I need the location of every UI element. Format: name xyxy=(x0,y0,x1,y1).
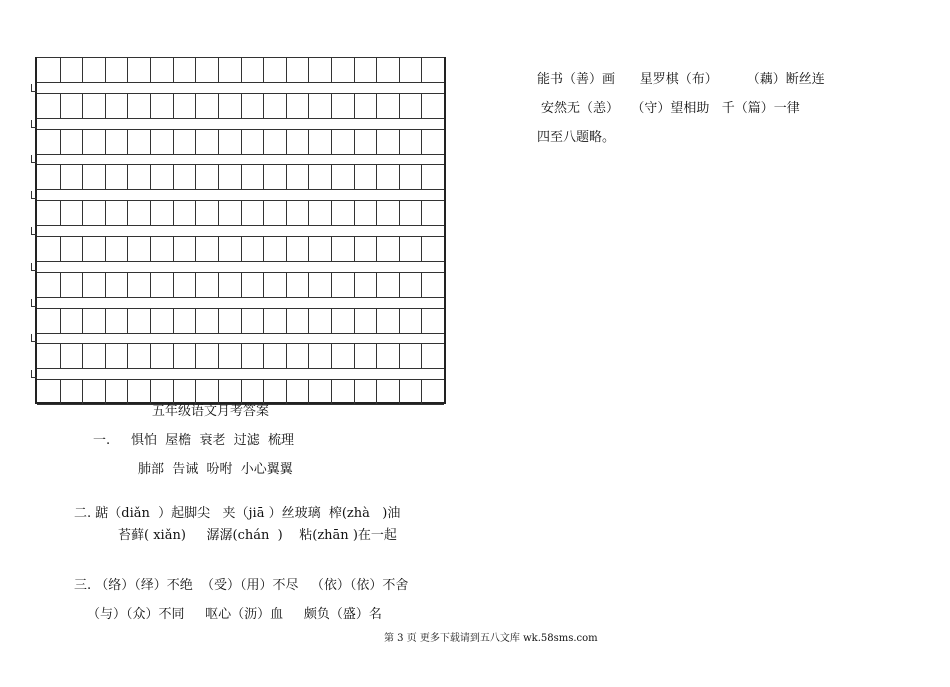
grid-cell-line xyxy=(354,237,355,261)
grid-cell-line xyxy=(421,237,422,261)
grid-cell-line xyxy=(60,165,61,189)
grid-cell-line xyxy=(127,380,128,404)
grid-cell-line xyxy=(376,237,377,261)
section-3-line-2: （与）（众）不同 呕心（沥）血 颇负（盛）名 xyxy=(87,607,382,622)
section-1-line-1: 惧怕 屋檐 衰老 过滤 梳理 xyxy=(131,433,295,448)
grid-cell-line xyxy=(195,130,196,154)
grid-cell-line xyxy=(241,309,242,333)
grid-cell-line xyxy=(308,309,309,333)
grid-cell-line xyxy=(150,165,151,189)
grid-cell-line xyxy=(173,94,174,118)
grid-cell-line xyxy=(286,165,287,189)
grid-cell-line xyxy=(308,201,309,225)
grid-cell-line xyxy=(173,165,174,189)
grid-row xyxy=(37,129,444,155)
section-3-line-1: 三. （络）（绎）不绝 （受）（用）不尽 （依）（依）不舍 xyxy=(74,578,409,593)
grid-cell-line xyxy=(421,380,422,404)
grid-cell-line xyxy=(421,344,422,368)
grid-cell-line xyxy=(150,380,151,404)
grid-cell-line xyxy=(195,201,196,225)
grid-cell-line xyxy=(127,273,128,297)
grid-cell-line xyxy=(308,94,309,118)
grid-cell-line xyxy=(218,273,219,297)
grid-cell-line xyxy=(399,165,400,189)
grid-cell-line xyxy=(354,273,355,297)
section-2-line-1: 二. 踮（diǎn ）起脚尖 夹（jiā ）丝玻璃 榨(zhà )油 xyxy=(74,506,401,521)
grid-cell-line xyxy=(105,201,106,225)
grid-cell-line xyxy=(376,130,377,154)
grid-cell-line xyxy=(331,58,332,82)
grid-margin-tick xyxy=(31,227,37,235)
grid-cell-line xyxy=(150,130,151,154)
grid-row xyxy=(37,308,444,334)
grid-margin-tick xyxy=(31,334,37,342)
grid-cell-line xyxy=(331,309,332,333)
grid-cell-line xyxy=(263,309,264,333)
grid-cell-line xyxy=(82,380,83,404)
grid-cell-line xyxy=(263,237,264,261)
grid-cell-line xyxy=(82,201,83,225)
grid-cell-line xyxy=(150,58,151,82)
grid-cell-line xyxy=(421,165,422,189)
grid-cell-line xyxy=(60,58,61,82)
grid-cell-line xyxy=(308,130,309,154)
grid-cell-line xyxy=(173,58,174,82)
grid-cell-line xyxy=(354,309,355,333)
grid-cell-line xyxy=(331,273,332,297)
grid-cell-line xyxy=(218,237,219,261)
grid-cell-line xyxy=(331,201,332,225)
grid-cell-line xyxy=(60,309,61,333)
grid-cell-line xyxy=(173,380,174,404)
grid-cell-line xyxy=(421,58,422,82)
grid-cell-line xyxy=(354,201,355,225)
grid-cell-line xyxy=(241,94,242,118)
grid-cell-line xyxy=(308,237,309,261)
section-1-line-2: 肺部 告诫 吩咐 小心翼翼 xyxy=(138,462,293,477)
grid-cell-line xyxy=(376,201,377,225)
grid-cell-line xyxy=(60,94,61,118)
grid-cell-line xyxy=(286,273,287,297)
grid-cell-line xyxy=(82,130,83,154)
grid-cell-line xyxy=(195,165,196,189)
grid-cell-line xyxy=(399,94,400,118)
grid-cell-line xyxy=(354,380,355,404)
grid-row xyxy=(37,200,444,226)
grid-row xyxy=(37,164,444,190)
grid-margin-tick xyxy=(31,120,37,128)
grid-cell-line xyxy=(105,380,106,404)
grid-cell-line xyxy=(399,380,400,404)
grid-cell-line xyxy=(195,94,196,118)
grid-cell-line xyxy=(241,130,242,154)
grid-cell-line xyxy=(173,130,174,154)
grid-cell-line xyxy=(60,130,61,154)
grid-cell-line xyxy=(218,344,219,368)
grid-cell-line xyxy=(354,344,355,368)
grid-cell-line xyxy=(263,344,264,368)
grid-cell-line xyxy=(150,309,151,333)
grid-cell-line xyxy=(376,273,377,297)
grid-cell-line xyxy=(82,94,83,118)
grid-cell-line xyxy=(286,380,287,404)
grid-cell-line xyxy=(354,130,355,154)
grid-cell-line xyxy=(331,344,332,368)
grid-cell-line xyxy=(241,201,242,225)
grid-cell-line xyxy=(308,58,309,82)
grid-cell-line xyxy=(150,273,151,297)
grid-cell-line xyxy=(331,237,332,261)
grid-cell-line xyxy=(195,344,196,368)
grid-cell-line xyxy=(127,165,128,189)
grid-cell-line xyxy=(82,165,83,189)
grid-cell-line xyxy=(263,58,264,82)
grid-cell-line xyxy=(218,380,219,404)
grid-cell-line xyxy=(308,344,309,368)
grid-cell-line xyxy=(127,344,128,368)
grid-cell-line xyxy=(150,237,151,261)
grid-cell-line xyxy=(241,165,242,189)
grid-cell-line xyxy=(218,130,219,154)
grid-row xyxy=(37,236,444,262)
right-line-3: 四至八题略。 xyxy=(537,130,616,145)
section-1-label: 一. xyxy=(93,433,111,448)
grid-cell-line xyxy=(60,201,61,225)
grid-cell-line xyxy=(263,130,264,154)
grid-cell-line xyxy=(173,344,174,368)
grid-cell-line xyxy=(286,309,287,333)
grid-cell-line xyxy=(105,237,106,261)
grid-cell-line xyxy=(82,237,83,261)
grid-cell-line xyxy=(105,94,106,118)
grid-cell-line xyxy=(82,344,83,368)
grid-cell-line xyxy=(263,201,264,225)
grid-cell-line xyxy=(173,237,174,261)
grid-cell-line xyxy=(399,201,400,225)
right-line-2: 安然无（恙） （守）望相助 千（篇）一律 xyxy=(541,101,800,116)
page-footer: 第 3 页 更多下载请到五八文库 wk.58sms.com xyxy=(384,633,598,644)
grid-cell-line xyxy=(82,273,83,297)
grid-cell-line xyxy=(218,201,219,225)
section-2-line-2: 苔藓( xiǎn) 潺潺(chán ) 粘(zhān )在一起 xyxy=(118,528,397,543)
grid-cell-line xyxy=(376,94,377,118)
grid-cell-line xyxy=(150,94,151,118)
grid-cell-line xyxy=(308,380,309,404)
grid-cell-line xyxy=(241,237,242,261)
grid-margin-tick xyxy=(31,84,37,92)
grid-margin-tick xyxy=(31,155,37,163)
grid-cell-line xyxy=(127,130,128,154)
grid-cell-line xyxy=(376,58,377,82)
grid-cell-line xyxy=(150,344,151,368)
grid-cell-line xyxy=(195,380,196,404)
grid-cell-line xyxy=(195,237,196,261)
grid-cell-line xyxy=(60,237,61,261)
grid-cell-line xyxy=(218,58,219,82)
grid-cell-line xyxy=(173,273,174,297)
grid-cell-line xyxy=(127,309,128,333)
grid-cell-line xyxy=(241,380,242,404)
grid-cell-line xyxy=(127,94,128,118)
grid-cell-line xyxy=(105,273,106,297)
grid-row xyxy=(37,343,444,369)
grid-cell-line xyxy=(105,58,106,82)
grid-cell-line xyxy=(399,237,400,261)
grid-cell-line xyxy=(399,344,400,368)
grid-cell-line xyxy=(331,130,332,154)
grid-cell-line xyxy=(399,273,400,297)
grid-cell-line xyxy=(286,201,287,225)
grid-cell-line xyxy=(150,201,151,225)
grid-cell-line xyxy=(331,380,332,404)
grid-cell-line xyxy=(241,273,242,297)
right-line-1: 能书（善）画 星罗棋（布） （藕）断丝连 xyxy=(537,72,825,87)
grid-cell-line xyxy=(286,130,287,154)
grid-cell-line xyxy=(105,309,106,333)
grid-margin-tick xyxy=(31,263,37,271)
grid-cell-line xyxy=(195,273,196,297)
grid-row xyxy=(37,93,444,119)
grid-cell-line xyxy=(421,273,422,297)
grid-cell-line xyxy=(173,201,174,225)
grid-cell-line xyxy=(399,309,400,333)
grid-cell-line xyxy=(421,94,422,118)
grid-cell-line xyxy=(376,344,377,368)
grid-cell-line xyxy=(127,201,128,225)
grid-cell-line xyxy=(60,344,61,368)
grid-cell-line xyxy=(354,94,355,118)
writing-grid xyxy=(35,57,446,404)
grid-margin-tick xyxy=(31,370,37,378)
grid-cell-line xyxy=(354,58,355,82)
grid-cell-line xyxy=(421,309,422,333)
grid-cell-line xyxy=(399,130,400,154)
grid-cell-line xyxy=(60,380,61,404)
grid-cell-line xyxy=(218,309,219,333)
grid-cell-line xyxy=(308,273,309,297)
grid-cell-line xyxy=(421,201,422,225)
grid-cell-line xyxy=(286,344,287,368)
grid-cell-line xyxy=(195,309,196,333)
grid-row xyxy=(37,272,444,298)
grid-cell-line xyxy=(331,94,332,118)
grid-cell-line xyxy=(127,237,128,261)
grid-cell-line xyxy=(263,380,264,404)
grid-cell-line xyxy=(399,58,400,82)
grid-cell-line xyxy=(60,273,61,297)
grid-cell-line xyxy=(331,165,332,189)
grid-row xyxy=(37,379,444,405)
grid-row xyxy=(37,57,444,83)
grid-cell-line xyxy=(218,94,219,118)
grid-margin-tick xyxy=(31,299,37,307)
grid-cell-line xyxy=(286,94,287,118)
grid-cell-line xyxy=(241,58,242,82)
grid-cell-line xyxy=(173,309,174,333)
grid-cell-line xyxy=(286,237,287,261)
grid-cell-line xyxy=(105,165,106,189)
answer-title: 五年级语文月考答案 xyxy=(152,404,270,419)
grid-cell-line xyxy=(354,165,355,189)
grid-cell-line xyxy=(263,273,264,297)
grid-cell-line xyxy=(127,58,128,82)
grid-cell-line xyxy=(421,130,422,154)
grid-cell-line xyxy=(308,165,309,189)
grid-cell-line xyxy=(82,309,83,333)
grid-margin-tick xyxy=(31,191,37,199)
grid-cell-line xyxy=(376,309,377,333)
grid-cell-line xyxy=(218,165,219,189)
grid-cell-line xyxy=(286,58,287,82)
grid-cell-line xyxy=(376,380,377,404)
grid-cell-line xyxy=(263,94,264,118)
grid-cell-line xyxy=(105,344,106,368)
grid-cell-line xyxy=(105,130,106,154)
grid-cell-line xyxy=(195,58,196,82)
grid-cell-line xyxy=(376,165,377,189)
grid-cell-line xyxy=(82,58,83,82)
grid-cell-line xyxy=(263,165,264,189)
grid-cell-line xyxy=(241,344,242,368)
